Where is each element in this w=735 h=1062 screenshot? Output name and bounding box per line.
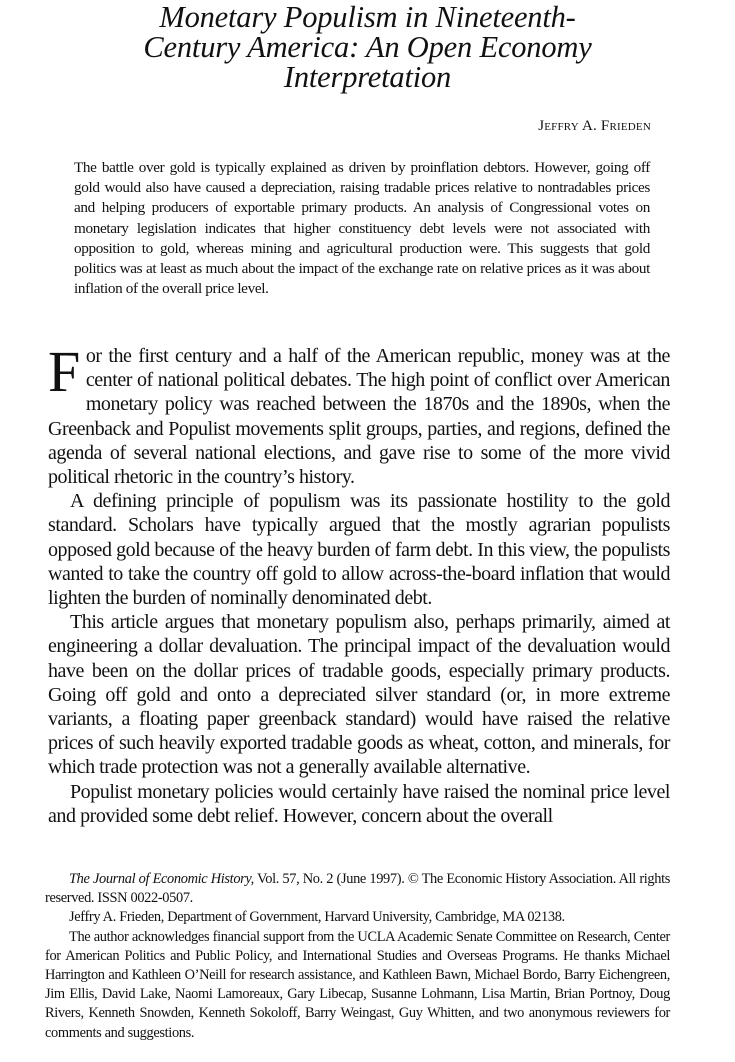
title-line-3: Interpretation xyxy=(283,60,452,94)
title-line-1: Monetary Populism in Nineteenth- xyxy=(159,0,576,34)
journal-details: Vol. 57, No. 2 (June 1997). © The Economic History Association. All rights reserved. ISSN 0022-0507. xyxy=(45,871,670,907)
body-paragraph-3: This article argues that monetary populism also, perhaps primarily, aimed at engineering a dollar devaluation. The principal impact of the devaluation would have been on the dollar prices of tradable goods, especially primary products. Going off gold and onto a depreciated silver standard (or, in more extreme variants, a floating paper greenback standard) would have raised the relative prices of such heavily exported tradable goods as wheat, cotton, and minerals, for which trade protection was not a generally available alternative. xyxy=(48,611,670,779)
journal-name: The Journal of Economic History, xyxy=(69,871,254,887)
abstract: The battle over gold is typically explained as driven by proinflation debtors. However, going off gold would also have caused a depreciation, raising tradable prices relative to nontradables prices and helping producers of exportable primary products. An analysis of Congressional votes on monetary legislation indicates that higher constituency debt levels were not associated with opposition to gold, whereas mining and agricultural production were. This suggests that gold politics was at least as much about the impact of the exchange rate on relative prices as it was about inflation of the overall price level. xyxy=(74,159,650,298)
paragraph-1-text: or the first century and a half of the American republic, money was at the center of national political debates. The high point of conflict over American monetary policy was reached between the 1870s and the 1890s, when the Greenback and Populist movements split groups, parties, and regions, defined the agenda of several national elections, and gave rise to some of the more vivid political rhetoric in the country’s history. xyxy=(48,345,670,489)
body-paragraph-1 xyxy=(48,339,670,489)
footnotes xyxy=(45,870,670,1043)
author-name: Jeffry A. Frieden xyxy=(538,118,651,134)
acknowledgments-footnote: The author acknowledges financial support from the UCLA Academic Senate Committee on Research, Center for American Politics and Public Policy, and International Studies and Overseas Programs. He thanks Michael Harrington and Kathleen O’Neill for research assistance, and Kathleen Bawn, Michael Bordo, Barry Eichengreen, Jim Ellis, David Lake, Naomi Lamoreaux, Gary Libecap, Susanne Lohmann, Lisa Martin, Brian Portnoy, Doug Rivers, Kenneth Snowden, Kenneth Sokoloff, Barry Weingast, Guy Whitten, and two anonymous reviewers for comments and suggestions. xyxy=(45,928,670,1041)
citation-footnote xyxy=(45,870,670,908)
title-line-2: Century America: An Open Economy xyxy=(143,30,592,64)
article-title xyxy=(0,2,735,92)
body-paragraph-4: Populist monetary policies would certainly have raised the nominal price level and provided some debt relief. However, concern about the overall xyxy=(48,780,670,827)
article-body xyxy=(48,339,670,828)
body-paragraph-2: A defining principle of populism was its passionate hostility to the gold standard. Scholars have typically argued that the mostly agrarian populists opposed gold because of the heavy burden of farm debt. In this view, the populists wanted to take the country off gold to allow across-the-board inflation that would lighten the burden of nominally denominated debt. xyxy=(48,490,670,610)
affiliation-footnote: Jeffry A. Frieden, Department of Government, Harvard University, Cambridge, MA 02138. xyxy=(69,909,565,926)
drop-cap: F xyxy=(48,339,80,404)
